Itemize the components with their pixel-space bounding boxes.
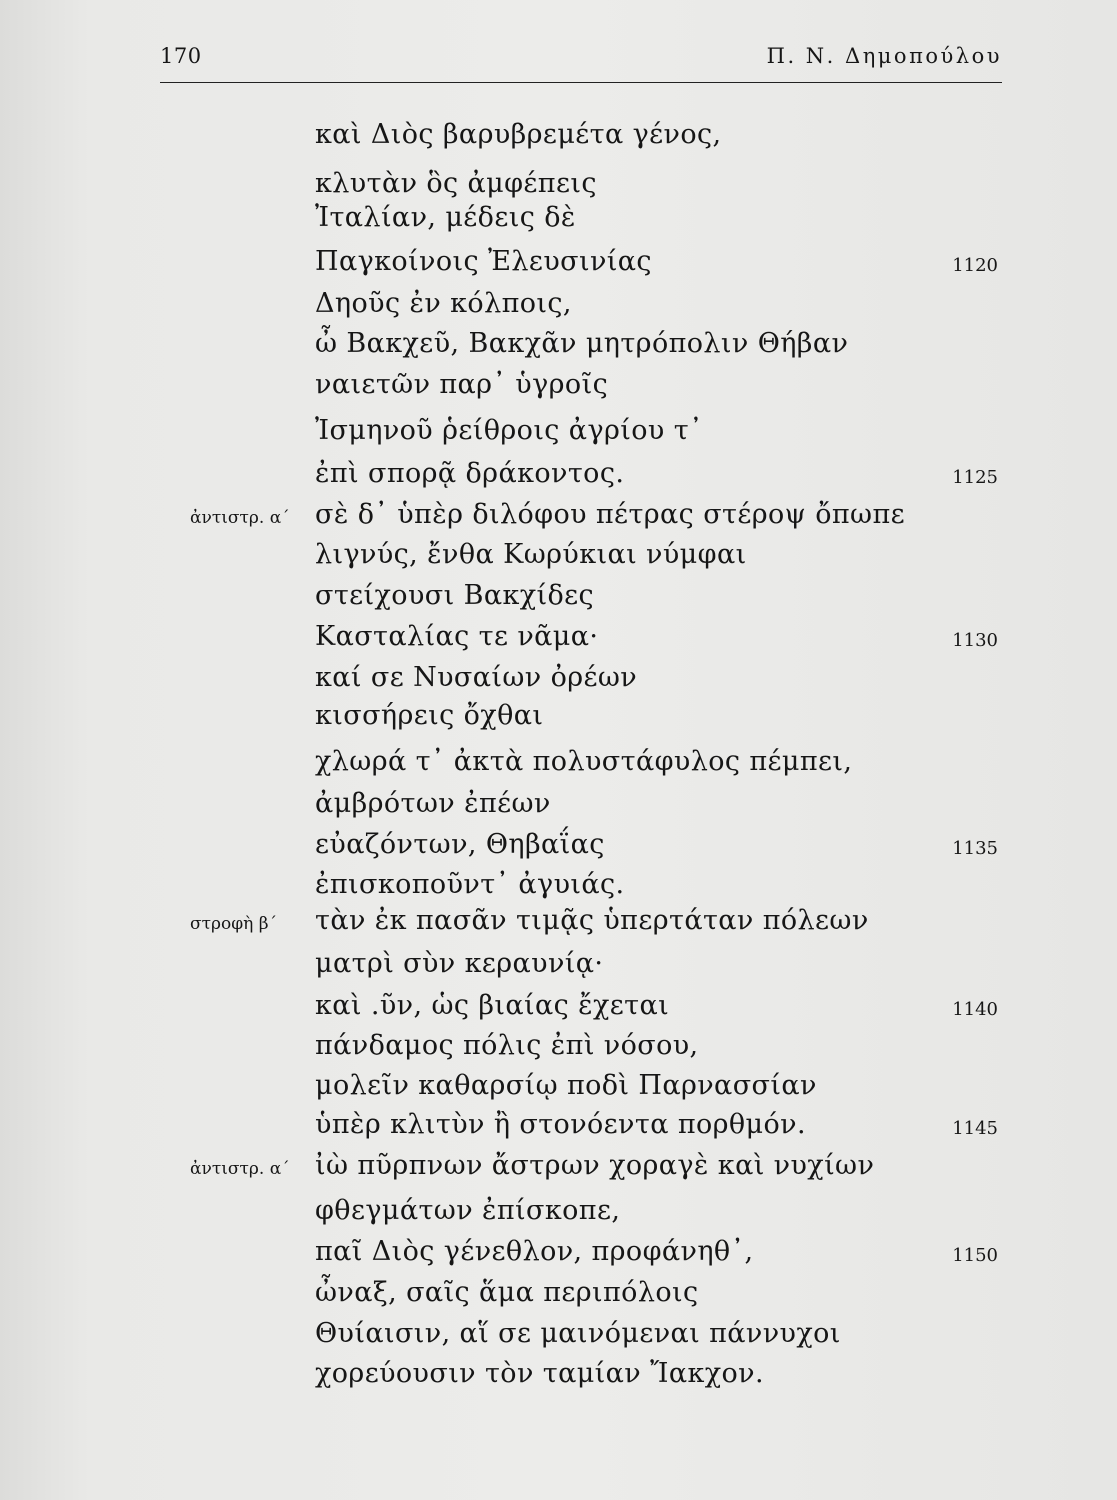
line-number: 1125	[952, 467, 998, 488]
strophe-label: στροφὴ β΄	[190, 914, 278, 934]
antistrophe-label: ἀντιστρ. α΄	[190, 1159, 290, 1179]
verse-line: ἐπὶ σπορᾷ δράκοντος.	[315, 458, 625, 489]
verse-line: ὦ Βακχεῦ, Βακχᾶν μητρόπολιν Θήβαν	[315, 328, 849, 359]
verse-line: σὲ δ᾽ ὑπὲρ διλόφου πέτρας στέροψ ὄπωπε	[315, 499, 905, 530]
verse-line: ματρὶ σὺν κεραυνίᾳ·	[315, 948, 604, 979]
antistrophe-label: ἀντιστρ. α΄	[190, 508, 290, 528]
verse-line: φθεγμάτων ἐπίσκοπε,	[315, 1195, 621, 1226]
verse-line: κισσήρεις ὄχθαι	[315, 700, 544, 731]
verse-line: τὰν ἐκ πασᾶν τιμᾷς ὑπερτάταν πόλεων	[315, 905, 869, 936]
verse-line: κλυτὰν ὃς ἀμφέπεις	[315, 168, 597, 199]
verse-line: μολεῖν καθαρσίῳ ποδὶ Παρνασσίαν	[315, 1070, 817, 1101]
verse-line: καί σε Νυσαίων ὀρέων	[315, 662, 638, 693]
line-number: 1130	[952, 630, 998, 651]
verse-line: καὶ .ῦν, ὡς βιαίας ἔχεται	[315, 990, 670, 1021]
verse-line: Ἰταλίαν, μέδεις δὲ	[315, 202, 576, 233]
verse-line: Παγκοίνοις Ἐλευσινίας	[315, 246, 652, 277]
verse-line: Κασταλίας τε νᾶμα·	[315, 621, 599, 652]
verse-line: στείχουσι Βακχίδες	[315, 580, 595, 611]
verse-line: ἐπισκοποῦντ᾽ ἀγυιάς.	[315, 869, 625, 900]
verse-line: παῖ Διὸς γένεθλον, προφάνηθ᾽,	[315, 1236, 754, 1267]
page-number: 170	[160, 44, 202, 68]
verse-line: χλωρά τ᾽ ἀκτὰ πολυστάφυλος πέμπει,	[315, 746, 853, 777]
line-number: 1145	[952, 1118, 998, 1139]
verse-line: ναιετῶν παρ᾽ ὑγροῖς	[315, 369, 609, 400]
verse-line: πάνδαμος πόλις ἐπὶ νόσου,	[315, 1030, 699, 1061]
page-header	[160, 42, 1002, 83]
verse-line: καὶ Διὸς βαρυβρεμέτα γένος,	[315, 119, 722, 150]
line-number: 1150	[952, 1245, 998, 1266]
verse-line: Θυίαισιν, αἵ σε μαινόμεναι πάννυχοι	[315, 1318, 841, 1349]
line-number: 1135	[952, 838, 998, 859]
verse-line: ἀμβρότων ἐπέων	[315, 788, 551, 819]
running-head: Π. Ν. Δημοπούλου	[766, 44, 1002, 68]
line-number: 1140	[952, 999, 998, 1020]
verse-line: Ἰσμηνοῦ ῥείθροις ἀγρίου τ᾽	[315, 415, 703, 446]
verse-line: λιγνύς, ἔνθα Κωρύκιαι νύμφαι	[315, 539, 747, 570]
verse-line: εὐαζόντων, Θηβαΐας	[315, 829, 605, 860]
verse-line: ὑπὲρ κλιτὺν ἢ στονόεντα πορθμόν.	[315, 1109, 806, 1140]
verse-line: ὦναξ, σαῖς ἅμα περιπόλοις	[315, 1277, 699, 1308]
verse-line: χορεύουσιν τὸν ταμίαν Ἴακχον.	[315, 1358, 764, 1389]
verse-line: Δηοῦς ἐν κόλποις,	[315, 288, 572, 319]
line-number: 1120	[952, 255, 998, 276]
verse-line: ἰὼ πῦρπνων ἄστρων χοραγὲ καὶ νυχίων	[315, 1150, 875, 1181]
